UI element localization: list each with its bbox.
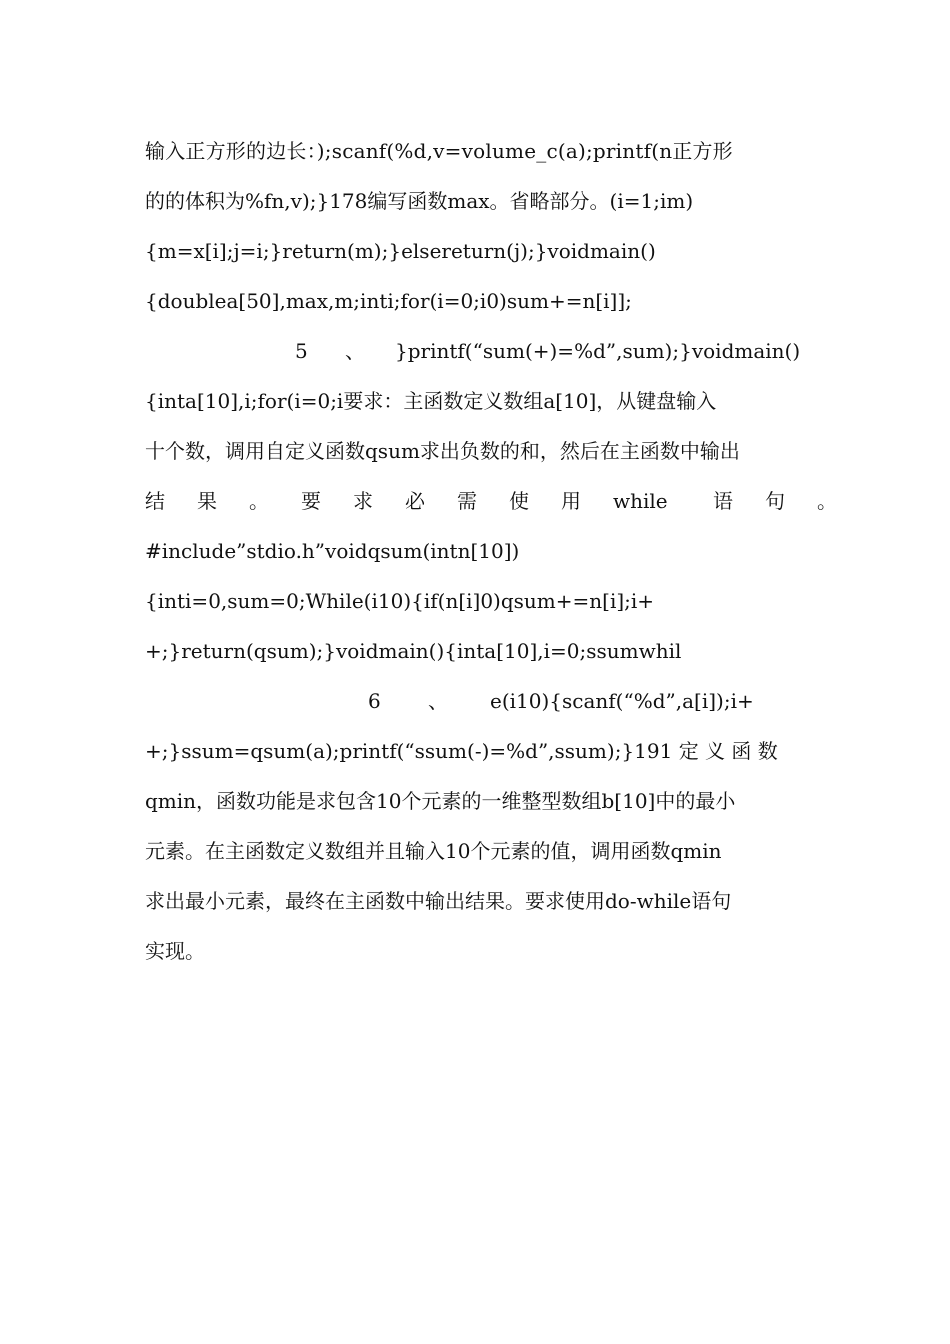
text-line-1: 输入正方形的边长：);scanf(%d,v=volume_c(a);printf(n正方形 xyxy=(145,139,733,163)
text-line-10: {inti=0,sum=0;While(i10){if(n[i]0)qsum+=n[i];i+ xyxy=(145,589,655,613)
list-separator-6: 、 xyxy=(428,689,448,713)
word-10: while xyxy=(613,489,668,513)
word-11: 语 xyxy=(713,489,733,513)
text-line-9: #include”stdio.h”voidqsum(intn[10]) xyxy=(145,539,520,563)
list-separator-5: 、 xyxy=(345,339,365,363)
word-3: 。 xyxy=(249,489,269,513)
text-line-14: qmin，函数功能是求包含10个元素的一维整型数组b[10]中的最小 xyxy=(145,789,736,813)
text-line-12-content: e(i10){scanf(“%d”,a[i]);i+ xyxy=(490,689,754,713)
text-line-8 xyxy=(145,484,837,518)
word-2: 果 xyxy=(197,489,217,513)
text-line-12 xyxy=(368,684,810,718)
text-line-15: 元素。在主函数定义数组并且输入10个元素的值，调用函数qmin xyxy=(145,839,722,863)
word-8: 使 xyxy=(509,489,529,513)
text-line-7: 十个数，调用自定义函数qsum求出负数的和，然后在主函数中输出 xyxy=(145,439,740,463)
list-number-6: 6 xyxy=(368,689,381,713)
word-7: 需 xyxy=(457,489,477,513)
text-line-13: +;}ssum=qsum(a);printf(“ssum(-)=%d”,ssum);}191 定 义 函 数 xyxy=(145,739,778,763)
word-9: 用 xyxy=(561,489,581,513)
text-line-11: +;}return(qsum);}voidmain(){inta[10],i=0;ssumwhil xyxy=(145,639,682,663)
text-line-5 xyxy=(295,334,810,368)
word-4: 要 xyxy=(301,489,321,513)
text-line-6: {inta[10],i;for(i=0;i要求：主函数定义数组a[10]，从键盘输入 xyxy=(145,389,717,413)
text-line-17: 实现。 xyxy=(145,939,205,963)
text-line-2: 的的体积为%fn,v);}178编写函数max。省略部分。(i=1;im) xyxy=(145,189,694,213)
text-line-5-content: }printf(“sum(+)=%d”,sum);}voidmain() xyxy=(395,339,801,363)
text-line-3: {m=x[i];j=i;}return(m);}elsereturn(j);}voidmain() xyxy=(145,239,656,263)
list-number-5: 5 xyxy=(295,339,308,363)
word-12: 句 xyxy=(765,489,785,513)
word-5: 求 xyxy=(353,489,373,513)
word-1: 结 xyxy=(145,489,165,513)
word-13: 。 xyxy=(817,489,837,513)
text-line-4: {doublea[50],max,m;inti;for(i=0;i0)sum+=n[i]]; xyxy=(145,289,632,313)
text-line-16: 求出最小元素，最终在主函数中输出结果。要求使用do-while语句 xyxy=(145,889,732,913)
word-6: 必 xyxy=(405,489,425,513)
